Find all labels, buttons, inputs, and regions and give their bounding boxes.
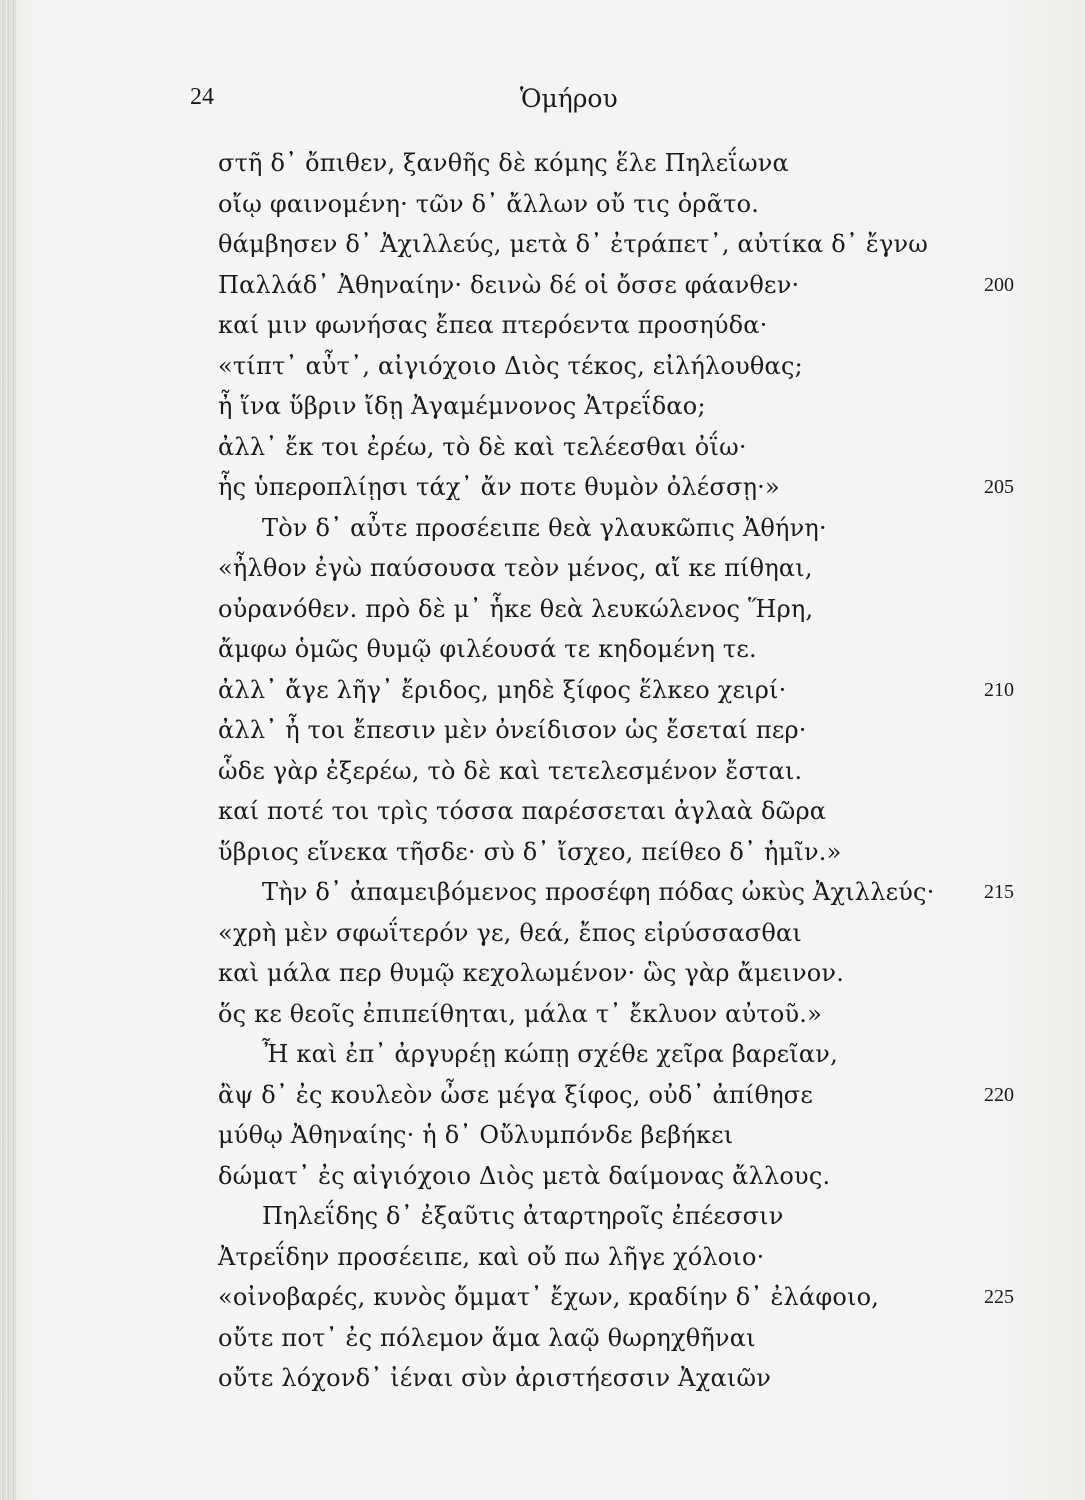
verse-line: ὧδε γὰρ ἐξερέω, τὸ δὲ καὶ τετελεσμένον ἔσται. bbox=[218, 757, 803, 785]
verse-line: δώματ᾽ ἐς αἰγιόχοιο Διὸς μετὰ δαίμονας ἄλλους. bbox=[218, 1162, 831, 1190]
verse-line: «οἰνοβαρές, κυνὸς ὄμματ᾽ ἔχων, κραδίην δ᾽ ἐλάφοιο, bbox=[218, 1283, 880, 1311]
verse-line: καὶ μάλα περ θυμῷ κεχολωμένον· ὣς γὰρ ἄμεινον. bbox=[218, 959, 845, 987]
verse-line: καί μιν φωνήσας ἔπεα πτερόεντα προσηύδα· bbox=[218, 311, 768, 339]
line-number: 210 bbox=[984, 679, 1014, 701]
line-number: 200 bbox=[984, 274, 1014, 296]
verse-line: «ἦλθον ἐγὼ παύσουσα τεὸν μένος, αἴ κε πίθηαι, bbox=[218, 554, 813, 582]
verse-line: οἴῳ φαινομένη· τῶν δ᾽ ἄλλων οὔ τις ὁρᾶτο. bbox=[218, 190, 760, 218]
verse-line: οὐρανόθεν. πρὸ δὲ μ᾽ ἧκε θεὰ λευκώλενος Ἥρη, bbox=[218, 595, 814, 623]
verse-line: ὅς κε θεοῖς ἐπιπείθηται, μάλα τ᾽ ἔκλυον αὐτοῦ.» bbox=[218, 1000, 822, 1028]
verse-line: ὕβριος εἵνεκα τῆσδε· σὺ δ᾽ ἴσχεο, πείθεο δ᾽ ἡμῖν.» bbox=[218, 838, 842, 866]
verse-line: καί ποτέ τοι τρὶς τόσσα παρέσσεται ἀγλαὰ δῶρα bbox=[218, 797, 827, 825]
verse-line: Τὴν δ᾽ ἀπαμειβόμενος προσέφη πόδας ὠκὺς Ἀχιλλεύς· bbox=[262, 878, 935, 906]
verse-line: Ἀτρεΐδην προσέειπε, καὶ οὔ πω λῆγε χόλοιο· bbox=[218, 1243, 765, 1271]
verse-line: θάμβησεν δ᾽ Ἀχιλλεύς, μετὰ δ᾽ ἐτράπετ᾽, αὐτίκα δ᾽ ἔγνω bbox=[218, 230, 929, 258]
verse-line: στῆ δ᾽ ὄπιθεν, ξανθῆς δὲ κόμης ἕλε Πηλεΐωνα bbox=[218, 149, 789, 177]
verse-line: οὔτε ποτ᾽ ἐς πόλεμον ἅμα λαῷ θωρηχθῆναι bbox=[218, 1324, 756, 1352]
binding-edge bbox=[0, 0, 16, 1500]
line-number: 225 bbox=[984, 1286, 1014, 1308]
verse-line: ἧς ὑπεροπλίῃσι τάχ᾽ ἄν ποτε θυμὸν ὀλέσσῃ·» bbox=[218, 473, 780, 501]
verse-line: οὔτε λόχονδ᾽ ἰέναι σὺν ἀριστήεσσιν Ἀχαιῶν bbox=[218, 1364, 772, 1392]
verse-line: «τίπτ᾽ αὖτ᾽, αἰγιόχοιο Διὸς τέκος, εἰλήλουθας; bbox=[218, 352, 803, 380]
verse-line: Πηλεΐδης δ᾽ ἐξαῦτις ἀταρτηροῖς ἐπέεσσιν bbox=[262, 1202, 784, 1230]
page-number: 24 bbox=[190, 84, 214, 110]
running-title: Ὁμήρου bbox=[520, 84, 618, 113]
verse-line: ἀλλ᾽ ἄγε λῆγ᾽ ἔριδος, μηδὲ ξίφος ἕλκεο χειρί· bbox=[218, 676, 787, 704]
verse-line: ἂψ δ᾽ ἐς κουλεὸν ὦσε μέγα ξίφος, οὐδ᾽ ἀπίθησε bbox=[218, 1081, 813, 1109]
verse-line: Τὸν δ᾽ αὖτε προσέειπε θεὰ γλαυκῶπις Ἀθήνη· bbox=[262, 514, 827, 542]
verse-line: Παλλάδ᾽ Ἀθηναίην· δεινὼ δέ οἱ ὄσσε φάανθεν· bbox=[218, 271, 800, 299]
verse-line: ἦ ἵνα ὕβριν ἴδῃ Ἀγαμέμνονος Ἀτρεΐδαο; bbox=[218, 392, 706, 420]
verse-line: Ἦ καὶ ἐπ᾽ ἀργυρέῃ κώπῃ σχέθε χεῖρα βαρεῖαν, bbox=[262, 1040, 838, 1068]
page-header bbox=[0, 84, 1085, 124]
verse-line: «χρὴ μὲν σφωΐτερόν γε, θεά, ἔπος εἰρύσσασθαι bbox=[218, 919, 803, 947]
verse-line: μύθῳ Ἀθηναίης· ἡ δ᾽ Οὔλυμπόνδε βεβήκει bbox=[218, 1121, 734, 1149]
line-number: 205 bbox=[984, 476, 1014, 498]
verse-line: ἄμφω ὁμῶς θυμῷ φιλέουσά τε κηδομένη τε. bbox=[218, 635, 757, 663]
verse-line: ἀλλ᾽ ἦ τοι ἔπεσιν μὲν ὀνείδισον ὡς ἔσεταί περ· bbox=[218, 716, 807, 744]
line-number: 220 bbox=[984, 1084, 1014, 1106]
verse-line: ἀλλ᾽ ἔκ τοι ἐρέω, τὸ δὲ καὶ τελέεσθαι ὀΐω· bbox=[218, 433, 747, 461]
line-number: 215 bbox=[984, 881, 1014, 903]
